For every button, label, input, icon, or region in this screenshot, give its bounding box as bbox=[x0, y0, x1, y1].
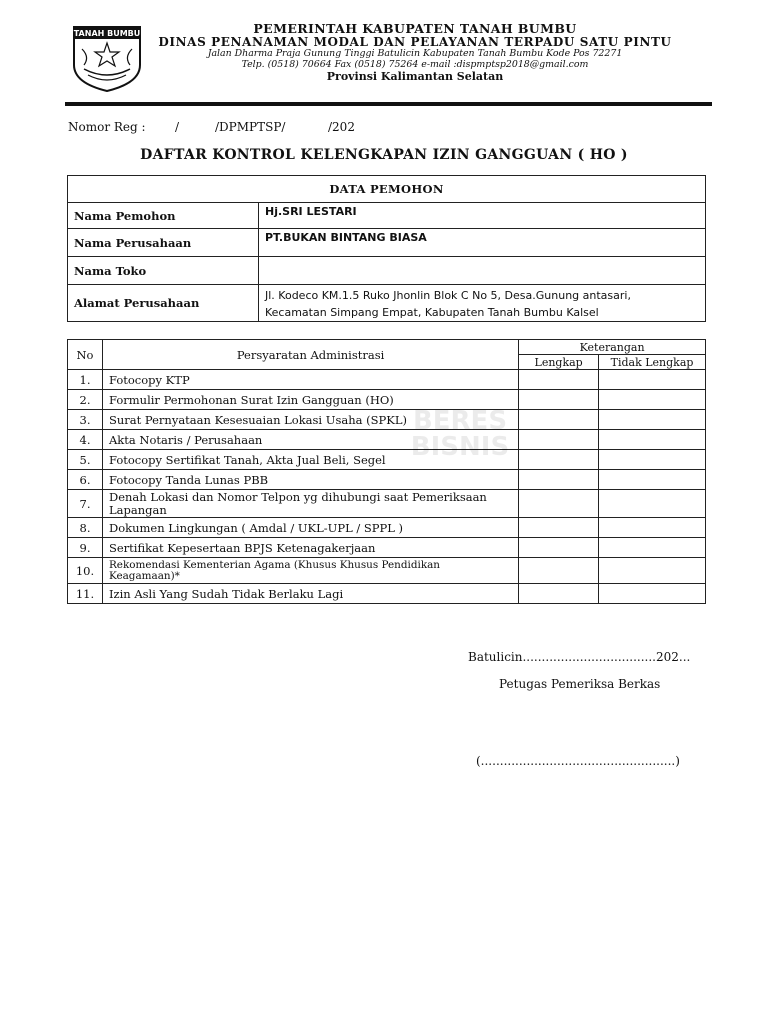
agency-name: DINAS PENANAMAN MODAL DAN PELAYANAN TERPADU SATU PINTU bbox=[158, 35, 672, 49]
col-no-header: No bbox=[68, 340, 103, 370]
requirement-item: Surat Pernyataan Kesesuaian Lokasi Usaha (SPKL) bbox=[102, 410, 518, 430]
incomplete-checkbox-cell[interactable] bbox=[599, 558, 706, 584]
complete-checkbox-cell[interactable] bbox=[519, 410, 599, 430]
complete-checkbox-cell[interactable] bbox=[519, 538, 599, 558]
complete-checkbox-cell[interactable] bbox=[519, 490, 599, 518]
shop-label: Nama Toko bbox=[68, 257, 259, 285]
item-number: 7. bbox=[68, 490, 103, 518]
registration-year: /202 bbox=[328, 120, 355, 134]
requirements-table bbox=[67, 339, 706, 604]
col-remark-header: Keterangan bbox=[519, 340, 706, 355]
company-name-value: PT.BUKAN BINTANG BIASA bbox=[259, 229, 706, 257]
inspector-role: Petugas Pemeriksa Berkas bbox=[499, 677, 661, 691]
document-title: DAFTAR KONTROL KELENGKAPAN IZIN GANGGUAN ( HO ) bbox=[140, 147, 628, 163]
requirement-item: Fotocopy Sertifikat Tanah, Akta Jual Beli, Segel bbox=[102, 450, 518, 470]
applicant-name-value: Hj.SRI LESTARI bbox=[259, 203, 706, 229]
complete-checkbox-cell[interactable] bbox=[519, 430, 599, 450]
complete-checkbox-cell[interactable] bbox=[519, 370, 599, 390]
item-number: 9. bbox=[68, 538, 103, 558]
complete-checkbox-cell[interactable] bbox=[519, 584, 599, 604]
place-date-line: Batulicin...................................202... bbox=[468, 650, 691, 664]
tanah-bumbu-emblem-icon bbox=[70, 25, 144, 93]
registration-slash: / bbox=[175, 120, 180, 134]
letterhead bbox=[150, 22, 680, 83]
shop-name-value bbox=[259, 257, 706, 285]
incomplete-checkbox-cell[interactable] bbox=[599, 490, 706, 518]
applicant-label: Nama Pemohon bbox=[68, 203, 259, 229]
item-number: 6. bbox=[68, 470, 103, 490]
requirement-item: Fotocopy Tanda Lunas PBB bbox=[102, 470, 518, 490]
complete-checkbox-cell[interactable] bbox=[519, 470, 599, 490]
agency-contact: Telp. (0518) 70664 Fax (0518) 75264 e-mail :dispmptsp2018@gmail.com bbox=[241, 58, 589, 70]
province-name: Provinsi Kalimantan Selatan bbox=[326, 69, 504, 83]
registration-middle: /DPMPTSP/ bbox=[215, 120, 286, 134]
requirement-item: Izin Asli Yang Sudah Tidak Berlaku Lagi bbox=[102, 584, 518, 604]
item-number: 11. bbox=[68, 584, 103, 604]
emblem-label: TANAH BUMBU bbox=[73, 29, 141, 38]
item-number: 2. bbox=[68, 390, 103, 410]
complete-checkbox-cell[interactable] bbox=[519, 558, 599, 584]
applicant-table bbox=[67, 175, 706, 322]
item-number: 3. bbox=[68, 410, 103, 430]
signature-name-line: (...................................................) bbox=[476, 754, 680, 768]
col-item-header: Persyaratan Administrasi bbox=[102, 340, 518, 370]
incomplete-checkbox-cell[interactable] bbox=[599, 370, 706, 390]
address-line-2: Kecamatan Simpang Empat, Kabupaten Tanah Bumbu Kalsel bbox=[265, 305, 599, 319]
requirement-item: Fotocopy KTP bbox=[102, 370, 518, 390]
company-label: Nama Perusahaan bbox=[68, 229, 259, 257]
gov-name: PEMERINTAH KABUPATEN TANAH BUMBU bbox=[253, 21, 577, 36]
item-number: 10. bbox=[68, 558, 103, 584]
incomplete-checkbox-cell[interactable] bbox=[599, 470, 706, 490]
requirement-item: Denah Lokasi dan Nomor Telpon yg dihubungi saat Pemeriksaan Lapangan bbox=[102, 490, 518, 518]
watermark-line-1: BERES bbox=[412, 406, 508, 436]
complete-checkbox-cell[interactable] bbox=[519, 390, 599, 410]
incomplete-checkbox-cell[interactable] bbox=[599, 390, 706, 410]
item-number: 1. bbox=[68, 370, 103, 390]
address-label: Alamat Perusahaan bbox=[68, 285, 259, 322]
item-number: 4. bbox=[68, 430, 103, 450]
incomplete-checkbox-cell[interactable] bbox=[599, 430, 706, 450]
requirement-item: Rekomendasi Kementerian Agama (Khusus Khusus Pendidikan Keagamaan)* bbox=[102, 558, 518, 584]
company-address-value bbox=[259, 285, 706, 322]
incomplete-checkbox-cell[interactable] bbox=[599, 450, 706, 470]
agency-address: Jalan Dharma Praja Gunung Tinggi Batulicin Kabupaten Tanah Bumbu Kode Pos 72271 bbox=[207, 48, 623, 60]
item-number: 5. bbox=[68, 450, 103, 470]
requirement-item: Dokumen Lingkungan ( Amdal / UKL-UPL / SPPL ) bbox=[102, 518, 518, 538]
complete-checkbox-cell[interactable] bbox=[519, 450, 599, 470]
watermark-line-2: BISNIS bbox=[410, 432, 510, 462]
incomplete-checkbox-cell[interactable] bbox=[599, 584, 706, 604]
address-line-1: Jl. Kodeco KM.1.5 Ruko Jhonlin Blok C No 5, Desa.Gunung antasari, bbox=[265, 289, 631, 302]
requirement-item: Formulir Permohonan Surat Izin Gangguan (HO) bbox=[102, 390, 518, 410]
incomplete-checkbox-cell[interactable] bbox=[599, 410, 706, 430]
col-incomplete-header: Tidak Lengkap bbox=[599, 355, 706, 370]
incomplete-checkbox-cell[interactable] bbox=[599, 518, 706, 538]
complete-checkbox-cell[interactable] bbox=[519, 518, 599, 538]
item-number: 8. bbox=[68, 518, 103, 538]
requirement-item: Akta Notaris / Perusahaan bbox=[102, 430, 518, 450]
col-complete-header: Lengkap bbox=[519, 355, 599, 370]
incomplete-checkbox-cell[interactable] bbox=[599, 538, 706, 558]
applicant-table-header: DATA PEMOHON bbox=[68, 176, 706, 203]
requirement-item: Sertifikat Kepesertaan BPJS Ketenagakerjaan bbox=[102, 538, 518, 558]
registration-label: Nomor Reg : bbox=[68, 120, 146, 134]
letterhead-divider bbox=[65, 102, 712, 106]
